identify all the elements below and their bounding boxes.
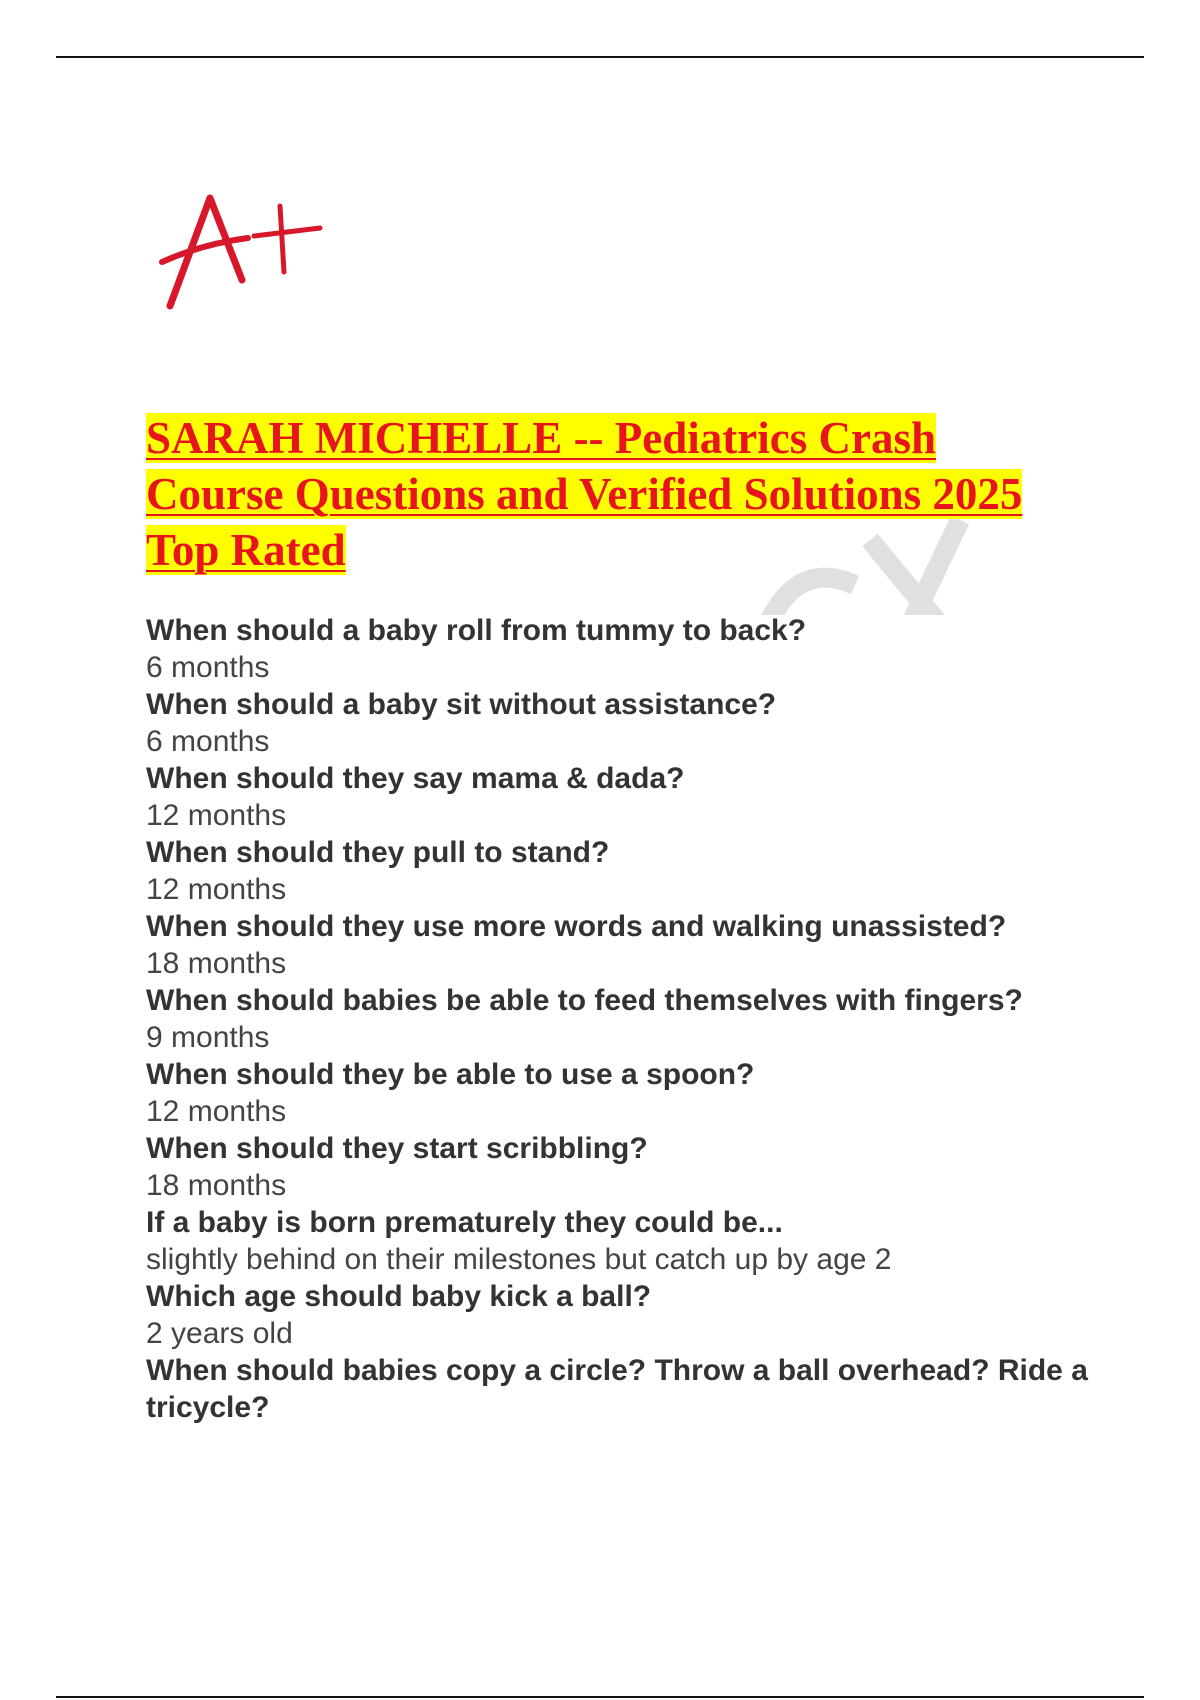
qa-item bbox=[146, 982, 1146, 1056]
qa-list bbox=[146, 612, 1146, 1426]
answer: 12 months bbox=[146, 1095, 287, 1128]
question: When should babies copy a circle? Throw a ball overhead? Ride a tricycle? bbox=[146, 1354, 1088, 1424]
qa-item bbox=[146, 1352, 1146, 1426]
qa-item bbox=[146, 1204, 1146, 1278]
question: When should babies be able to feed themselves with fingers? bbox=[146, 984, 1023, 1017]
document-title: SARAH MICHELLE -- Pediatrics Crash Course Questions and Verified Solutions 2025 Top Rated bbox=[146, 413, 1023, 575]
question: Which age should baby kick a ball? bbox=[146, 1280, 652, 1313]
qa-item bbox=[146, 908, 1146, 982]
question: When should they be able to use a spoon? bbox=[146, 1058, 755, 1091]
qa-item bbox=[146, 612, 1146, 686]
question: When should a baby roll from tummy to back? bbox=[146, 614, 807, 647]
question: When should they use more words and walking unassisted? bbox=[146, 910, 1007, 943]
answer: 2 years old bbox=[146, 1317, 293, 1350]
question: When should they say mama & dada? bbox=[146, 762, 685, 795]
answer: slightly behind on their milestones but catch up by age 2 bbox=[146, 1243, 892, 1276]
question: If a baby is born prematurely they could be... bbox=[146, 1206, 783, 1239]
qa-item bbox=[146, 1056, 1146, 1130]
answer: 12 months bbox=[146, 873, 287, 906]
qa-item bbox=[146, 1130, 1146, 1204]
answer: 18 months bbox=[146, 1169, 287, 1202]
qa-item bbox=[146, 834, 1146, 908]
question: When should they start scribbling? bbox=[146, 1132, 648, 1165]
answer: 9 months bbox=[146, 1021, 270, 1054]
question: When should a baby sit without assistance? bbox=[146, 688, 777, 721]
a-plus-grade-mark bbox=[152, 188, 332, 318]
qa-item bbox=[146, 1278, 1146, 1352]
top-rule bbox=[56, 56, 1144, 58]
answer: 6 months bbox=[146, 651, 270, 684]
answer: 18 months bbox=[146, 947, 287, 980]
qa-item bbox=[146, 760, 1146, 834]
answer: 6 months bbox=[146, 725, 270, 758]
qa-item bbox=[146, 686, 1146, 760]
answer: 12 months bbox=[146, 799, 287, 832]
question: When should they pull to stand? bbox=[146, 836, 610, 869]
bottom-rule bbox=[56, 1696, 1144, 1698]
